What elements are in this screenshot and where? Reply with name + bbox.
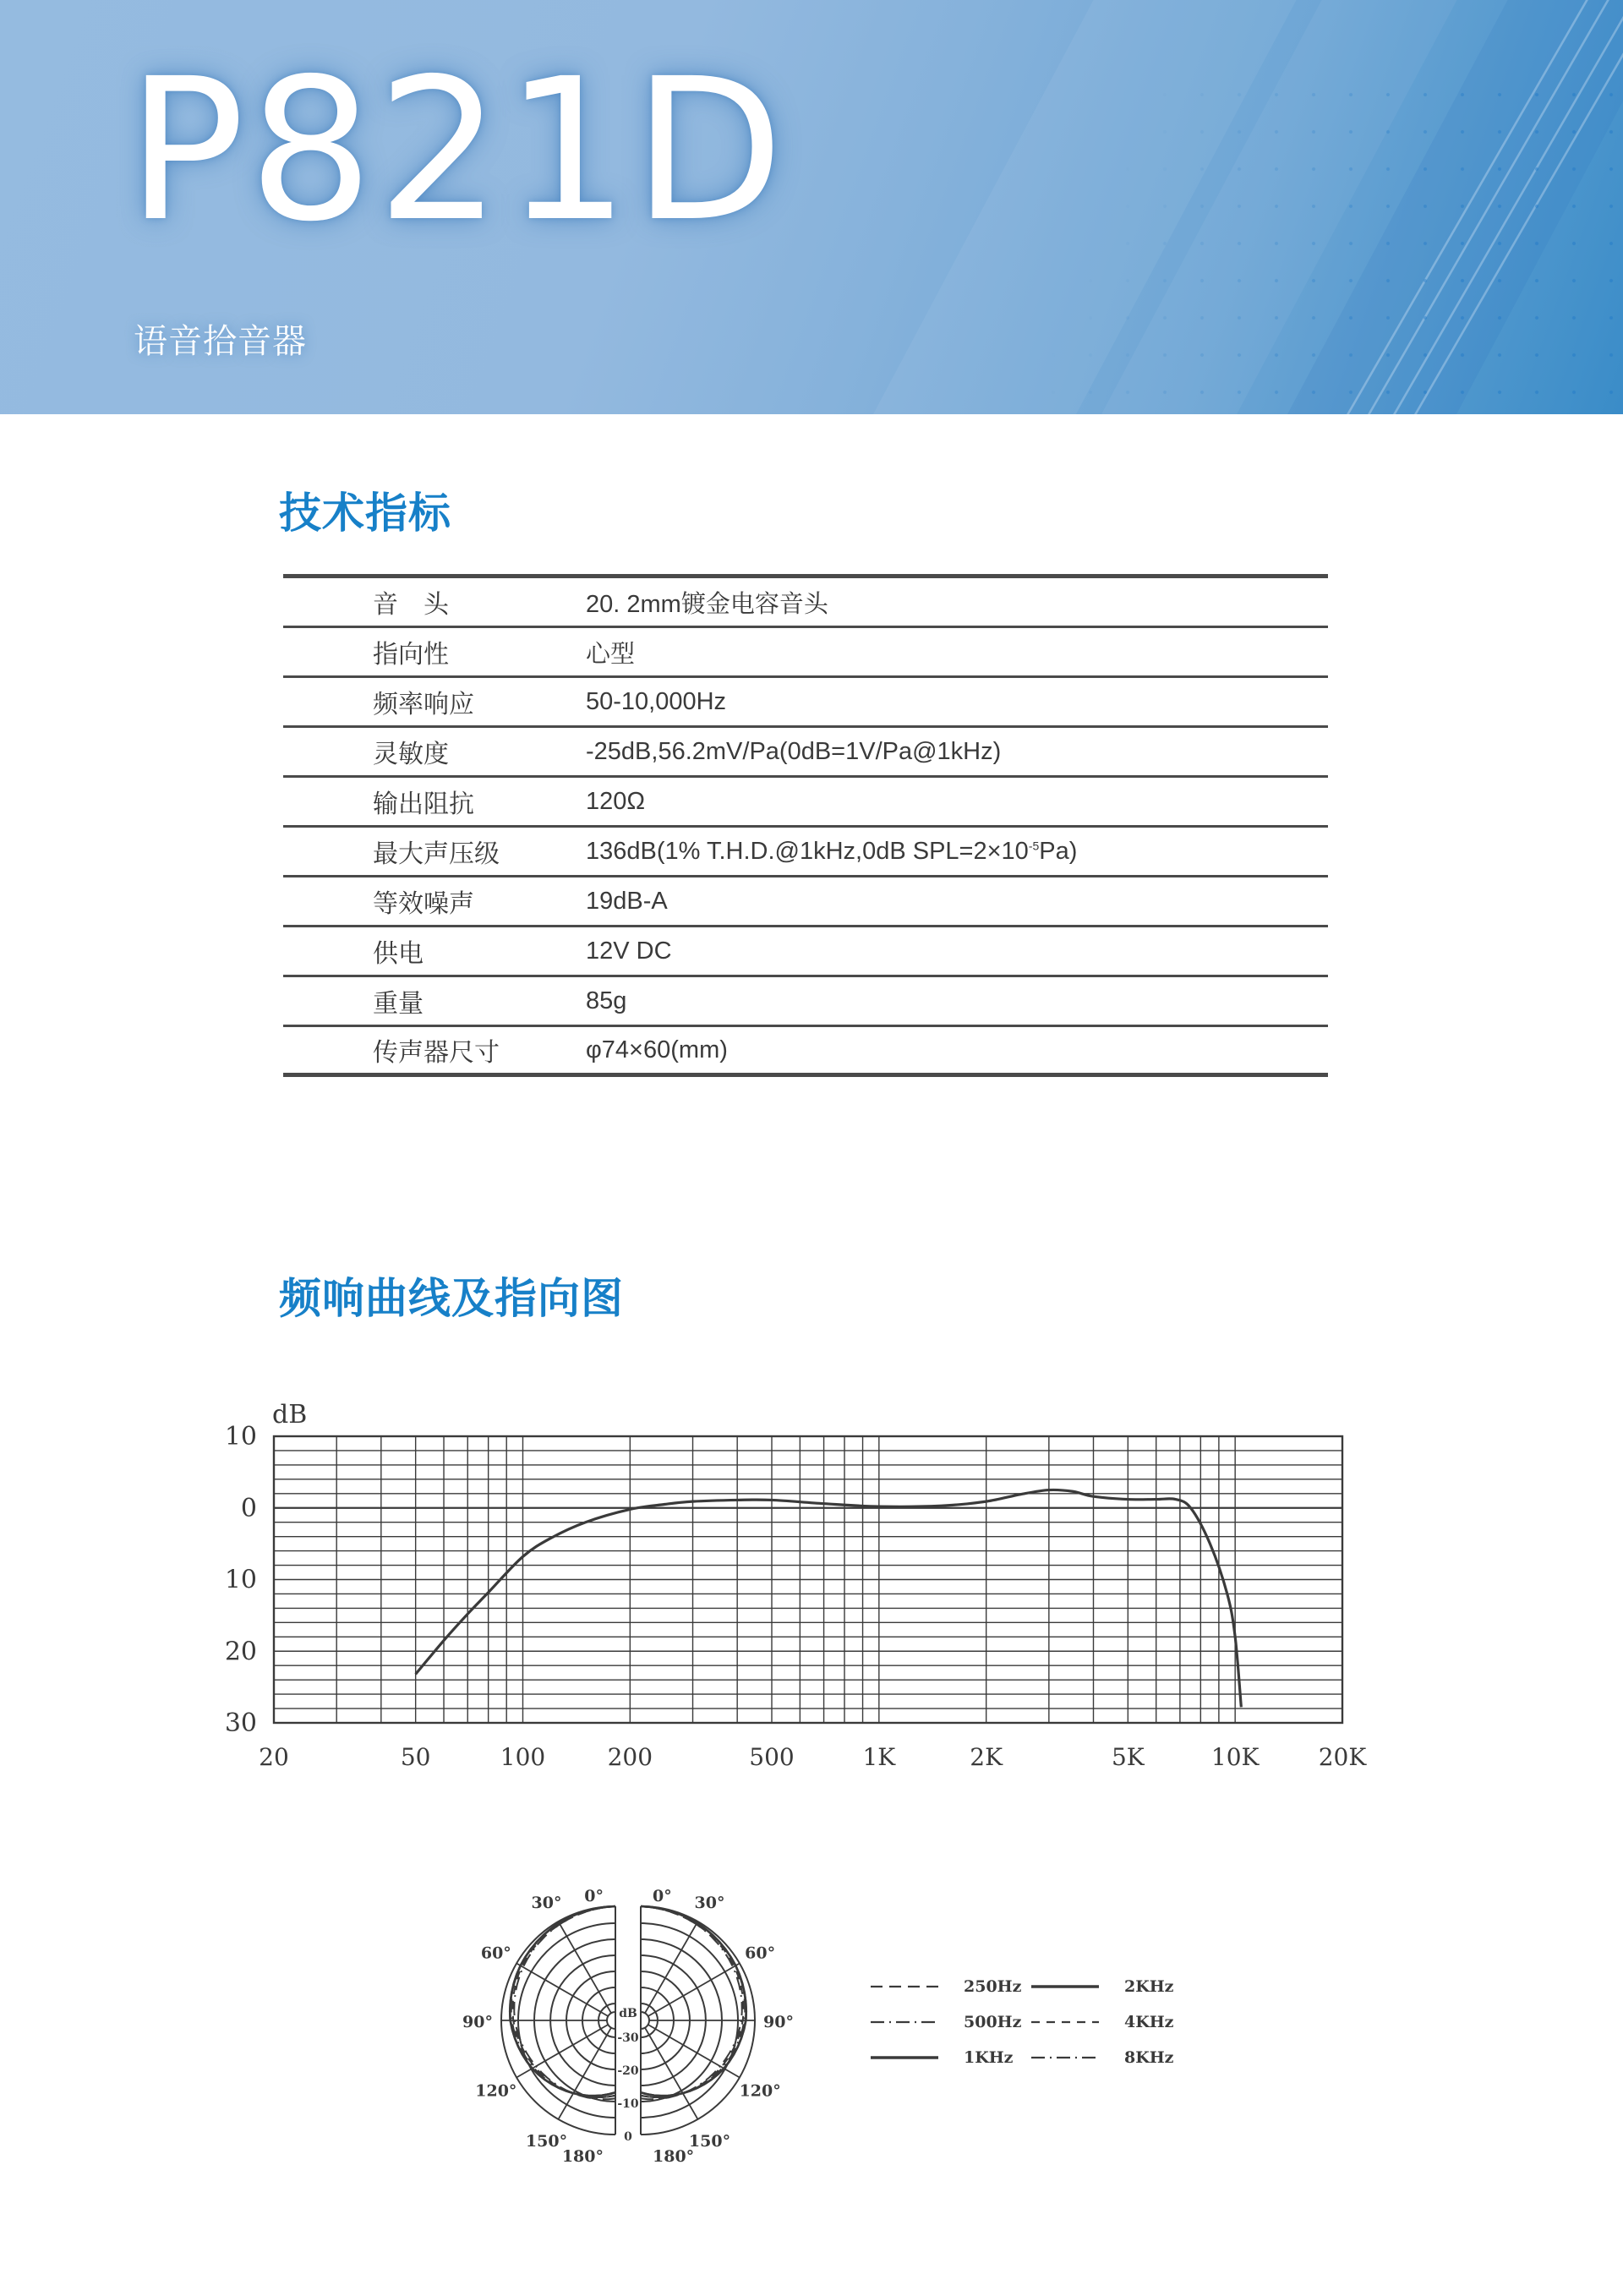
svg-text:dB: dB bbox=[619, 2007, 637, 2020]
legend-item bbox=[1031, 1974, 1173, 1999]
svg-text:120°: 120° bbox=[475, 2081, 517, 2101]
svg-text:60°: 60° bbox=[480, 1943, 511, 1963]
spec-table bbox=[283, 574, 1328, 1077]
spec-row bbox=[283, 778, 1328, 828]
svg-text:0: 0 bbox=[624, 2130, 632, 2144]
legend-item bbox=[871, 1974, 1021, 1999]
svg-text:60°: 60° bbox=[745, 1943, 776, 1963]
legend-line-icon bbox=[871, 2054, 938, 2061]
product-model: P821D bbox=[127, 36, 788, 265]
legend-label: 8KHz bbox=[1124, 2048, 1174, 2067]
svg-text:30°: 30° bbox=[531, 1893, 562, 1912]
legend-item bbox=[1031, 2009, 1173, 2035]
svg-text:30: 30 bbox=[224, 1708, 257, 1738]
spec-row bbox=[283, 728, 1328, 778]
legend-line-icon bbox=[1031, 1983, 1099, 1990]
spec-row bbox=[283, 1027, 1328, 1077]
svg-text:0: 0 bbox=[240, 1493, 257, 1523]
spec-value: φ74×60(mm) bbox=[586, 1036, 728, 1063]
spec-row bbox=[283, 578, 1328, 628]
spec-row bbox=[283, 977, 1328, 1027]
legend-item bbox=[1031, 2045, 1173, 2070]
legend-label: 4KHz bbox=[1124, 2013, 1174, 2031]
spec-label: 最大声压级 bbox=[373, 839, 500, 869]
spec-label: 等效噪声 bbox=[373, 889, 474, 919]
svg-text:30°: 30° bbox=[694, 1893, 725, 1912]
svg-text:200: 200 bbox=[607, 1743, 653, 1771]
svg-text:20: 20 bbox=[224, 1637, 257, 1667]
spec-value: -25dB,56.2mV/Pa(0dB=1V/Pa@1kHz) bbox=[586, 737, 1002, 765]
legend-label: 1KHz bbox=[964, 2048, 1014, 2067]
svg-text:150°: 150° bbox=[688, 2132, 731, 2151]
svg-text:1K: 1K bbox=[862, 1743, 896, 1771]
spec-value: 20. 2mm镀金电容音头 bbox=[586, 590, 828, 618]
svg-text:2K: 2K bbox=[970, 1743, 1003, 1771]
specs-title: 技术指标 bbox=[279, 489, 451, 538]
spec-label: 音 头 bbox=[373, 590, 449, 620]
svg-text:180°: 180° bbox=[653, 2147, 695, 2166]
legend-line-icon bbox=[1031, 2019, 1099, 2025]
svg-text:-10: -10 bbox=[617, 2097, 639, 2111]
svg-text:-20: -20 bbox=[617, 2064, 639, 2078]
spec-label: 重量 bbox=[373, 989, 424, 1019]
spec-value: 12V DC bbox=[586, 937, 672, 965]
legend-label: 250Hz bbox=[964, 1977, 1022, 1996]
spec-row bbox=[283, 628, 1328, 678]
spec-label: 供电 bbox=[373, 939, 424, 969]
spec-value: 心型 bbox=[586, 640, 636, 668]
header-banner bbox=[0, 0, 1623, 414]
spec-row bbox=[283, 927, 1328, 977]
spec-value: 85g bbox=[586, 987, 627, 1014]
svg-text:5K: 5K bbox=[1111, 1743, 1145, 1771]
svg-text:10: 10 bbox=[224, 1422, 257, 1451]
svg-text:0°: 0° bbox=[584, 1887, 604, 1905]
legend-line-icon bbox=[1031, 2054, 1099, 2061]
legend-label: 2KHz bbox=[1124, 1977, 1174, 1996]
spec-label: 传声器尺寸 bbox=[373, 1038, 500, 1068]
legend-item bbox=[871, 2009, 1021, 2035]
svg-text:500: 500 bbox=[749, 1743, 795, 1771]
charts-title: 频响曲线及指向图 bbox=[279, 1274, 624, 1323]
svg-text:180°: 180° bbox=[561, 2147, 604, 2166]
svg-text:dB: dB bbox=[272, 1400, 308, 1430]
svg-text:50: 50 bbox=[400, 1743, 431, 1771]
svg-text:90°: 90° bbox=[763, 2013, 794, 2031]
legend-line-icon bbox=[871, 1983, 938, 1990]
svg-text:10: 10 bbox=[224, 1565, 257, 1595]
svg-text:20K: 20K bbox=[1318, 1743, 1367, 1771]
legend-label: 500Hz bbox=[964, 2013, 1022, 2031]
svg-text:-30: -30 bbox=[617, 2031, 639, 2045]
legend-line-icon bbox=[871, 2019, 938, 2025]
legend-item bbox=[871, 2045, 1013, 2070]
spec-value: 120Ω bbox=[586, 787, 646, 815]
banner-dot-pattern bbox=[997, 76, 1623, 414]
svg-text:120°: 120° bbox=[739, 2081, 781, 2101]
spec-value: 50-10,000Hz bbox=[586, 687, 727, 715]
spec-row bbox=[283, 678, 1328, 728]
svg-text:150°: 150° bbox=[525, 2132, 568, 2151]
spec-label: 频率响应 bbox=[373, 690, 474, 719]
svg-text:0°: 0° bbox=[653, 1887, 672, 1905]
spec-row bbox=[283, 877, 1328, 927]
spec-value: 136dB(1% T.H.D.@1kHz,0dB $SPL=2\times 10^{-5}Pa$) bbox=[586, 837, 1078, 865]
svg-text:100: 100 bbox=[500, 1743, 546, 1771]
spec-row bbox=[283, 828, 1328, 877]
svg-text:10K: 10K bbox=[1210, 1743, 1260, 1771]
product-subtitle: 语音拾音器 bbox=[134, 322, 307, 361]
spec-label: 灵敏度 bbox=[373, 740, 449, 769]
spec-label: 输出阻抗 bbox=[373, 790, 474, 819]
svg-text:90°: 90° bbox=[462, 2013, 493, 2031]
spec-value: 19dB-A bbox=[586, 887, 668, 915]
svg-text:20: 20 bbox=[259, 1743, 289, 1771]
spec-label: 指向性 bbox=[373, 640, 449, 670]
